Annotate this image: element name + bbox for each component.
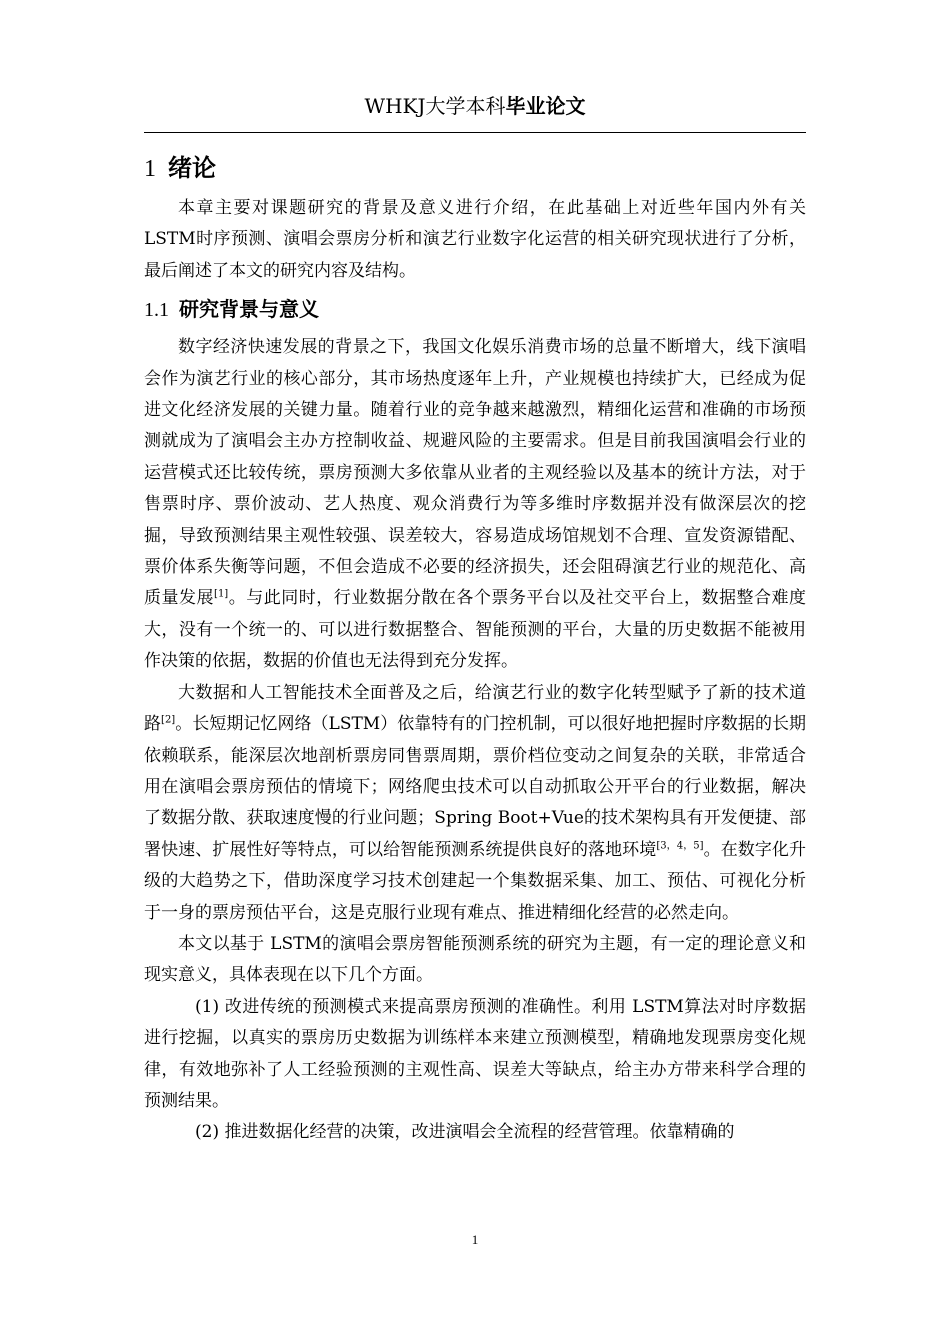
p2-text-a: 大数据和人工智能技术全面普及之后，给演艺行业的数字化转型赋予了新的技术道路: [144, 682, 806, 735]
page-header: [144, 92, 806, 133]
section-heading: [144, 291, 806, 328]
citation-3-4-5: [3，4，5]: [656, 840, 704, 852]
page-number: 1: [471, 1232, 479, 1247]
page-body: [144, 150, 806, 1149]
section-title: 研究背景与意义: [179, 297, 319, 322]
paragraph-2: [144, 678, 806, 929]
list-item-2: (2) 推进数据化经营的决策，改进演唱会全流程的经营管理。依靠精确的: [195, 1122, 735, 1143]
chapter-heading: [144, 150, 806, 187]
list-item-1: (1) 改进传统的预测模式来提高票房预测的准确性。利用 LSTM算法对时序数据进行挖掘，以真实的票房历史数据为训练样本来建立预测模型，精确地发现票房变化规律，有效地弥补了人工经验预测的主观性高、误差大等缺点，给主办方带来科学合理的预测结果。: [144, 996, 806, 1111]
citation-1: [1]: [214, 588, 229, 600]
section-number: 1.1: [144, 299, 169, 322]
p1-text-b: 。与此同时，行业数据分散在各个票务平台以及社交平台上，数据整合难度大，没有一个统一的、可以进行数据整合、智能预测的平台，大量的历史数据不能被用作决策的依据，数据的价值也无法得到充分发挥。: [144, 588, 807, 672]
p2-text-b: 。长短期记忆网络（LSTM）依靠特有的门控机制，可以很好地把握时序数据的长期依赖联系，能深层次地剖析票房同售票周期，票价档位变动之间复杂的关联，非常适合用在演唱会票房预估的情境下；网络爬虫技术可以自动抓取公开平台的行业数据，解决了数据分散、获取速度慢的行业问题；Spring Boot+Vue的技术架构具有开发便捷、部署快速、扩展性好等特点，可以给智能预测系统提供良好的落地环境: [144, 714, 807, 860]
paragraph-1: [144, 332, 806, 677]
paragraph-3: 本文以基于 LSTM的演唱会票房智能预测系统的研究为主题，有一定的理论意义和现实意义，具体表现在以下几个方面。: [144, 933, 806, 986]
citation-2: [2]: [161, 714, 176, 726]
chapter-title: 绪论: [168, 154, 216, 182]
header-title-bold: 毕业论文: [505, 94, 586, 118]
chapter-intro: 本章主要对课题研究的背景及意义进行介绍，在此基础上对近些年国内外有关 LSTM时序预测、演唱会票房分析和演艺行业数字化运营的相关研究现状进行了分析，最后阐述了本文的研究内容及结构。: [144, 198, 806, 281]
p2-text-c: 。在数字化升级的大趋势之下，借助深度学习技术创建起一个集数据采集、加工、预估、可视化分析于一身的票房预估平台，这是克服行业现有难点、推进精细化经营的必然走向。: [144, 839, 807, 923]
header-title-main: WHKJ大学本科: [364, 94, 506, 118]
chapter-number: 1: [144, 156, 156, 182]
p1-text-a: 数字经济快速发展的背景之下，我国文化娱乐消费市场的总量不断增大，线下演唱会作为演艺行业的核心部分，其市场热度逐年上升，产业规模也持续扩大，已经成为促进文化经济发展的关键力量。随着行业的竞争越来越激烈，精细化运营和准确的市场预测就成为了演唱会主办方控制收益、规避风险的主要需求。但是目前我国演唱会行业的运营模式还比较传统，票房预测大多依靠从业者的主观经验以及基本的统计方法，对于售票时序、票价波动、艺人热度、观众消费行为等多维时序数据并没有做深层次的挖掘，导致预测结果主观性较强、误差较大，容易造成场馆规划不合理、宣发资源错配、票价体系失衡等问题，不但会造成不必要的经济损失，还会阻碍演艺行业的规范化、高质量发展: [144, 337, 806, 609]
